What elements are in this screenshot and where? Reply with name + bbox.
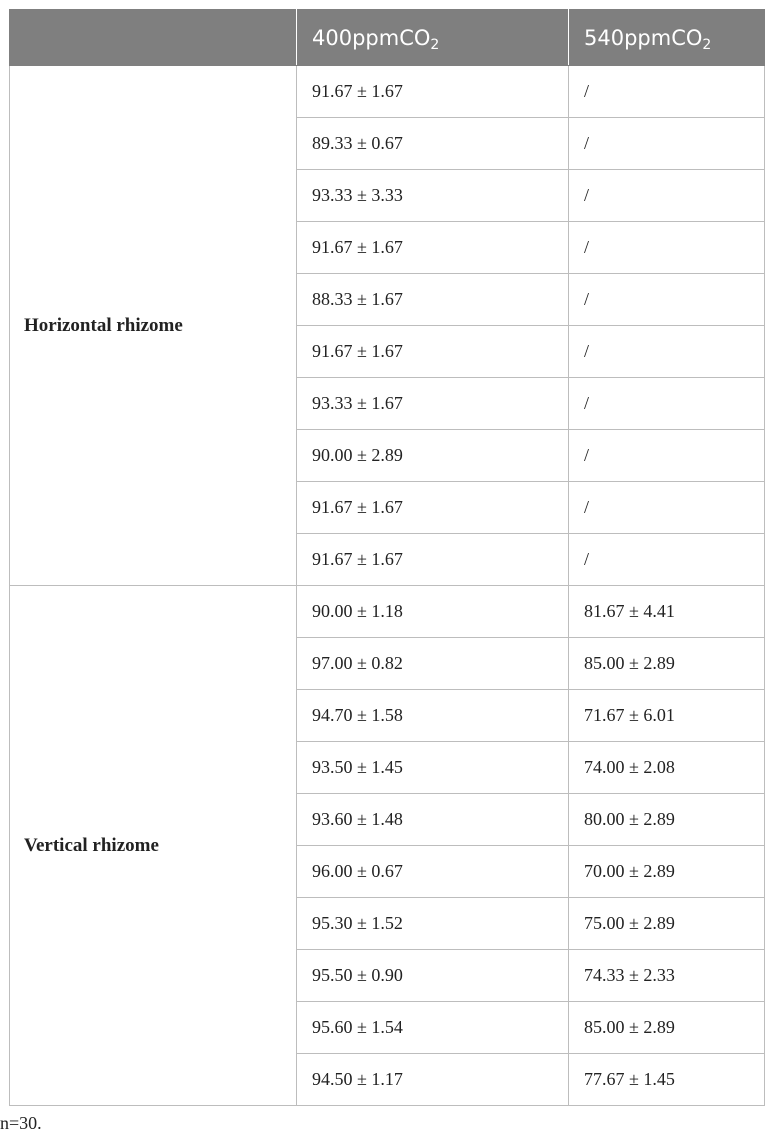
cell-540ppm: 81.67 ± 4.41 bbox=[569, 586, 765, 638]
cell-540ppm: 80.00 ± 2.89 bbox=[569, 794, 765, 846]
header-cell-group bbox=[10, 10, 297, 66]
table-body bbox=[10, 66, 765, 1106]
cell-540ppm: / bbox=[569, 170, 765, 222]
header-label-400ppm: 400ppmCO bbox=[312, 25, 431, 50]
cell-540ppm: 74.00 ± 2.08 bbox=[569, 742, 765, 794]
cell-400ppm: 88.33 ± 1.67 bbox=[297, 274, 569, 326]
cell-400ppm: 90.00 ± 1.18 bbox=[297, 586, 569, 638]
cell-540ppm: 71.67 ± 6.01 bbox=[569, 690, 765, 742]
header-subscript-540ppm: 2 bbox=[702, 36, 712, 53]
cell-540ppm: / bbox=[569, 326, 765, 378]
cell-400ppm: 97.00 ± 0.82 bbox=[297, 638, 569, 690]
cell-540ppm: / bbox=[569, 378, 765, 430]
cell-540ppm: 85.00 ± 2.89 bbox=[569, 1002, 765, 1054]
cell-400ppm: 95.30 ± 1.52 bbox=[297, 898, 569, 950]
cell-400ppm: 95.50 ± 0.90 bbox=[297, 950, 569, 1002]
cell-400ppm: 91.67 ± 1.67 bbox=[297, 482, 569, 534]
header-cell-540ppm bbox=[569, 10, 765, 66]
cell-400ppm: 94.50 ± 1.17 bbox=[297, 1054, 569, 1106]
row-group-label: Horizontal rhizome bbox=[10, 66, 297, 586]
cell-400ppm: 91.67 ± 1.67 bbox=[297, 326, 569, 378]
cell-400ppm: 90.00 ± 2.89 bbox=[297, 430, 569, 482]
cell-400ppm: 93.33 ± 1.67 bbox=[297, 378, 569, 430]
table-header bbox=[10, 10, 765, 66]
table-row bbox=[10, 586, 765, 638]
cell-400ppm: 93.50 ± 1.45 bbox=[297, 742, 569, 794]
table-row bbox=[10, 66, 765, 118]
cell-400ppm: 91.67 ± 1.67 bbox=[297, 222, 569, 274]
cell-400ppm: 94.70 ± 1.58 bbox=[297, 690, 569, 742]
cell-540ppm: / bbox=[569, 222, 765, 274]
cell-400ppm: 96.00 ± 0.67 bbox=[297, 846, 569, 898]
header-cell-400ppm bbox=[297, 10, 569, 66]
cell-540ppm: 75.00 ± 2.89 bbox=[569, 898, 765, 950]
cell-540ppm: 74.33 ± 2.33 bbox=[569, 950, 765, 1002]
cell-400ppm: 93.60 ± 1.48 bbox=[297, 794, 569, 846]
cell-540ppm: / bbox=[569, 534, 765, 586]
cell-540ppm: / bbox=[569, 274, 765, 326]
cell-540ppm: / bbox=[569, 66, 765, 118]
cell-400ppm: 91.67 ± 1.67 bbox=[297, 66, 569, 118]
cell-400ppm: 95.60 ± 1.54 bbox=[297, 1002, 569, 1054]
cell-400ppm: 89.33 ± 0.67 bbox=[297, 118, 569, 170]
row-group-label: Vertical rhizome bbox=[10, 586, 297, 1106]
header-subscript-400ppm: 2 bbox=[430, 36, 440, 53]
cell-540ppm: / bbox=[569, 482, 765, 534]
cell-400ppm: 93.33 ± 3.33 bbox=[297, 170, 569, 222]
table-footnote: n=30. bbox=[0, 1113, 42, 1133]
cell-540ppm: 85.00 ± 2.89 bbox=[569, 638, 765, 690]
cell-540ppm: / bbox=[569, 118, 765, 170]
cell-540ppm: / bbox=[569, 430, 765, 482]
header-row bbox=[10, 10, 765, 66]
data-table bbox=[9, 9, 765, 1106]
cell-400ppm: 91.67 ± 1.67 bbox=[297, 534, 569, 586]
cell-540ppm: 70.00 ± 2.89 bbox=[569, 846, 765, 898]
header-label-540ppm: 540ppmCO bbox=[584, 25, 703, 50]
cell-540ppm: 77.67 ± 1.45 bbox=[569, 1054, 765, 1106]
